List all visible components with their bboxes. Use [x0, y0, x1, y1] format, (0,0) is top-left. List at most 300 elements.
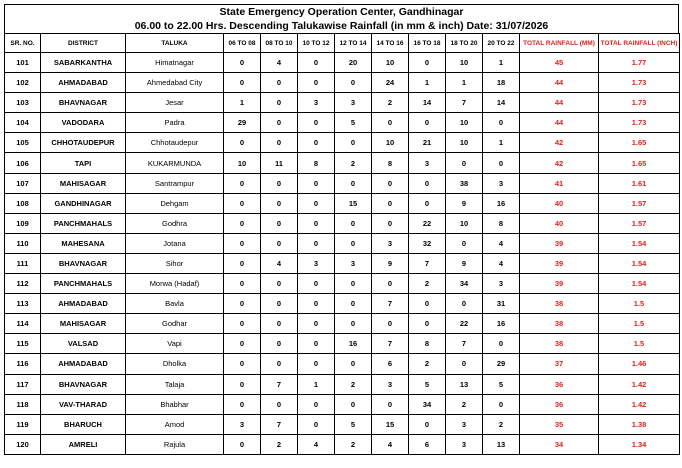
table-row: [5, 434, 680, 454]
cell-taluka: Jotana: [126, 233, 224, 253]
cell-taluka: Sihor: [126, 253, 224, 273]
table-row: [5, 173, 680, 193]
cell-total-mm: 44: [520, 113, 599, 133]
cell-16-18: 8: [409, 334, 446, 354]
cell-10-12: 0: [298, 133, 335, 153]
cell-18-20: 2: [446, 394, 483, 414]
cell-16-18: 34: [409, 394, 446, 414]
cell-10-12: 0: [298, 394, 335, 414]
cell-total-mm: 36: [520, 394, 599, 414]
cell-14-16: 9: [372, 253, 409, 273]
cell-taluka: Godhra: [126, 213, 224, 233]
cell-12-14: 15: [335, 193, 372, 213]
cell-16-18: 0: [409, 113, 446, 133]
cell-12-14: 0: [335, 294, 372, 314]
cell-14-16: 15: [372, 414, 409, 434]
table-body: [5, 53, 680, 455]
cell-18-20: 3: [446, 434, 483, 454]
cell-18-20: 0: [446, 153, 483, 173]
cell-06-08: 0: [224, 294, 261, 314]
cell-total-inch: 1.73: [599, 73, 680, 93]
cell-06-08: 0: [224, 213, 261, 233]
rainfall-report: [4, 4, 679, 455]
table-row: [5, 354, 680, 374]
cell-12-14: 0: [335, 133, 372, 153]
cell-total-inch: 1.57: [599, 193, 680, 213]
cell-total-mm: 45: [520, 53, 599, 73]
cell-20-22: 14: [483, 93, 520, 113]
cell-sr-no: 111: [5, 253, 41, 273]
cell-18-20: 22: [446, 314, 483, 334]
cell-total-inch: 1.57: [599, 213, 680, 233]
cell-16-18: 6: [409, 434, 446, 454]
cell-12-14: 3: [335, 93, 372, 113]
cell-16-18: 2: [409, 274, 446, 294]
table-row: [5, 93, 680, 113]
cell-total-mm: 39: [520, 253, 599, 273]
header-total-inch: TOTAL RAINFALL (INCH): [599, 34, 680, 53]
cell-06-08: 10: [224, 153, 261, 173]
cell-14-16: 0: [372, 193, 409, 213]
cell-06-08: 0: [224, 434, 261, 454]
cell-district: SABARKANTHA: [41, 53, 126, 73]
cell-08-10: 0: [261, 113, 298, 133]
cell-district: BHAVNAGAR: [41, 93, 126, 113]
cell-08-10: 0: [261, 73, 298, 93]
cell-10-12: 0: [298, 53, 335, 73]
cell-16-18: 22: [409, 213, 446, 233]
cell-10-12: 0: [298, 334, 335, 354]
cell-10-12: 4: [298, 434, 335, 454]
cell-taluka: Padra: [126, 113, 224, 133]
cell-16-18: 3: [409, 153, 446, 173]
cell-12-14: 0: [335, 314, 372, 334]
cell-20-22: 0: [483, 153, 520, 173]
cell-total-mm: 39: [520, 233, 599, 253]
cell-10-12: 0: [298, 414, 335, 434]
header-district: DISTRICT: [41, 34, 126, 53]
cell-taluka: Santrampur: [126, 173, 224, 193]
cell-district: VALSAD: [41, 334, 126, 354]
cell-06-08: 29: [224, 113, 261, 133]
table-row: [5, 73, 680, 93]
cell-total-mm: 42: [520, 153, 599, 173]
cell-08-10: 0: [261, 394, 298, 414]
cell-08-10: 11: [261, 153, 298, 173]
cell-sr-no: 115: [5, 334, 41, 354]
cell-district: GANDHINAGAR: [41, 193, 126, 213]
cell-12-14: 2: [335, 434, 372, 454]
cell-total-mm: 42: [520, 133, 599, 153]
cell-district: CHHOTAUDEPUR: [41, 133, 126, 153]
cell-total-inch: 1.5: [599, 294, 680, 314]
cell-18-20: 10: [446, 53, 483, 73]
cell-06-08: 0: [224, 173, 261, 193]
cell-20-22: 1: [483, 133, 520, 153]
cell-20-22: 4: [483, 253, 520, 273]
cell-12-14: 3: [335, 253, 372, 273]
cell-08-10: 0: [261, 314, 298, 334]
header-14-16: 14 TO 16: [372, 34, 409, 53]
cell-sr-no: 101: [5, 53, 41, 73]
cell-20-22: 0: [483, 394, 520, 414]
cell-10-12: 0: [298, 213, 335, 233]
cell-district: MAHISAGAR: [41, 314, 126, 334]
cell-total-inch: 1.77: [599, 53, 680, 73]
header-sr-no: SR. NO.: [5, 34, 41, 53]
cell-20-22: 18: [483, 73, 520, 93]
cell-10-12: 0: [298, 314, 335, 334]
cell-14-16: 7: [372, 334, 409, 354]
cell-06-08: 1: [224, 93, 261, 113]
table-row: [5, 414, 680, 434]
cell-total-mm: 38: [520, 294, 599, 314]
table-header-row: [5, 34, 680, 53]
cell-district: AHMADABAD: [41, 294, 126, 314]
cell-14-16: 10: [372, 133, 409, 153]
cell-18-20: 34: [446, 274, 483, 294]
cell-taluka: Amod: [126, 414, 224, 434]
cell-14-16: 0: [372, 274, 409, 294]
cell-district: AHMADABAD: [41, 354, 126, 374]
cell-sr-no: 105: [5, 133, 41, 153]
cell-total-inch: 1.42: [599, 374, 680, 394]
cell-taluka: Dehgam: [126, 193, 224, 213]
cell-16-18: 2: [409, 354, 446, 374]
cell-14-16: 4: [372, 434, 409, 454]
cell-10-12: 3: [298, 253, 335, 273]
cell-14-16: 10: [372, 53, 409, 73]
cell-total-inch: 1.54: [599, 233, 680, 253]
cell-14-16: 8: [372, 153, 409, 173]
cell-08-10: 0: [261, 133, 298, 153]
cell-20-22: 1: [483, 53, 520, 73]
cell-sr-no: 108: [5, 193, 41, 213]
table-row: [5, 53, 680, 73]
cell-taluka: Talaja: [126, 374, 224, 394]
cell-taluka: Vapi: [126, 334, 224, 354]
table-row: [5, 153, 680, 173]
cell-sr-no: 107: [5, 173, 41, 193]
cell-18-20: 9: [446, 193, 483, 213]
cell-20-22: 13: [483, 434, 520, 454]
cell-10-12: 0: [298, 193, 335, 213]
cell-total-inch: 1.61: [599, 173, 680, 193]
cell-total-inch: 1.54: [599, 253, 680, 273]
cell-08-10: 7: [261, 374, 298, 394]
cell-10-12: 0: [298, 233, 335, 253]
cell-16-18: 5: [409, 374, 446, 394]
cell-total-inch: 1.5: [599, 334, 680, 354]
cell-16-18: 0: [409, 53, 446, 73]
table-row: [5, 233, 680, 253]
cell-14-16: 2: [372, 93, 409, 113]
cell-12-14: 0: [335, 394, 372, 414]
cell-12-14: 16: [335, 334, 372, 354]
cell-total-mm: 37: [520, 354, 599, 374]
cell-10-12: 0: [298, 113, 335, 133]
cell-20-22: 2: [483, 414, 520, 434]
cell-18-20: 10: [446, 113, 483, 133]
cell-20-22: 29: [483, 354, 520, 374]
cell-total-mm: 36: [520, 374, 599, 394]
table-row: [5, 274, 680, 294]
cell-sr-no: 110: [5, 233, 41, 253]
cell-sr-no: 104: [5, 113, 41, 133]
cell-08-10: 0: [261, 354, 298, 374]
cell-total-inch: 1.34: [599, 434, 680, 454]
cell-sr-no: 102: [5, 73, 41, 93]
cell-08-10: 0: [261, 274, 298, 294]
cell-06-08: 3: [224, 414, 261, 434]
cell-06-08: 0: [224, 253, 261, 273]
cell-20-22: 16: [483, 314, 520, 334]
cell-sr-no: 109: [5, 213, 41, 233]
cell-08-10: 0: [261, 294, 298, 314]
table-row: [5, 314, 680, 334]
cell-taluka: KUKARMUNDA: [126, 153, 224, 173]
cell-06-08: 0: [224, 73, 261, 93]
cell-sr-no: 114: [5, 314, 41, 334]
cell-18-20: 0: [446, 354, 483, 374]
cell-06-08: 0: [224, 334, 261, 354]
cell-14-16: 3: [372, 233, 409, 253]
cell-14-16: 24: [372, 73, 409, 93]
header-total-mm: TOTAL RAINFALL (MM): [520, 34, 599, 53]
cell-18-20: 7: [446, 334, 483, 354]
cell-20-22: 16: [483, 193, 520, 213]
cell-08-10: 0: [261, 213, 298, 233]
cell-sr-no: 113: [5, 294, 41, 314]
cell-20-22: 0: [483, 334, 520, 354]
cell-18-20: 1: [446, 73, 483, 93]
cell-08-10: 0: [261, 233, 298, 253]
cell-district: AHMADABAD: [41, 73, 126, 93]
cell-16-18: 32: [409, 233, 446, 253]
cell-district: VAV-THARAD: [41, 394, 126, 414]
cell-20-22: 0: [483, 113, 520, 133]
cell-total-inch: 1.54: [599, 274, 680, 294]
cell-district: AMRELI: [41, 434, 126, 454]
cell-taluka: Dholka: [126, 354, 224, 374]
cell-18-20: 0: [446, 233, 483, 253]
cell-taluka: Rajula: [126, 434, 224, 454]
cell-06-08: 0: [224, 274, 261, 294]
cell-08-10: 4: [261, 253, 298, 273]
cell-12-14: 0: [335, 354, 372, 374]
cell-sr-no: 119: [5, 414, 41, 434]
cell-total-inch: 1.65: [599, 153, 680, 173]
cell-total-mm: 41: [520, 173, 599, 193]
cell-10-12: 0: [298, 354, 335, 374]
cell-10-12: 3: [298, 93, 335, 113]
cell-14-16: 6: [372, 354, 409, 374]
cell-08-10: 0: [261, 193, 298, 213]
cell-12-14: 0: [335, 213, 372, 233]
cell-06-08: 0: [224, 394, 261, 414]
cell-taluka: Jesar: [126, 93, 224, 113]
cell-16-18: 0: [409, 414, 446, 434]
cell-taluka: Chhotaudepur: [126, 133, 224, 153]
cell-10-12: 0: [298, 274, 335, 294]
cell-10-12: 8: [298, 153, 335, 173]
cell-total-inch: 1.42: [599, 394, 680, 414]
cell-20-22: 3: [483, 173, 520, 193]
cell-total-mm: 40: [520, 193, 599, 213]
cell-12-14: 0: [335, 233, 372, 253]
cell-06-08: 0: [224, 314, 261, 334]
report-subtitle: 06.00 to 22.00 Hrs. Descending Talukawise Rainfall (in mm & inch) Date: 31/07/2026: [134, 20, 549, 32]
cell-taluka: Ahmedabad City: [126, 73, 224, 93]
cell-taluka: Himatnagar: [126, 53, 224, 73]
cell-18-20: 9: [446, 253, 483, 273]
cell-total-inch: 1.65: [599, 133, 680, 153]
cell-16-18: 0: [409, 173, 446, 193]
cell-district: MAHESANA: [41, 233, 126, 253]
cell-sr-no: 116: [5, 354, 41, 374]
cell-total-inch: 1.46: [599, 354, 680, 374]
cell-14-16: 0: [372, 173, 409, 193]
cell-district: BHAVNAGAR: [41, 253, 126, 273]
cell-12-14: 2: [335, 374, 372, 394]
header-16-18: 16 TO 18: [409, 34, 446, 53]
cell-total-inch: 1.38: [599, 414, 680, 434]
cell-district: PANCHMAHALS: [41, 213, 126, 233]
cell-06-08: 0: [224, 193, 261, 213]
cell-total-mm: 39: [520, 274, 599, 294]
cell-16-18: 0: [409, 314, 446, 334]
table-row: [5, 193, 680, 213]
table-row: [5, 294, 680, 314]
cell-14-16: 0: [372, 213, 409, 233]
cell-sr-no: 120: [5, 434, 41, 454]
cell-taluka: Godhar: [126, 314, 224, 334]
cell-06-08: 0: [224, 374, 261, 394]
header-08-10: 08 TO 10: [261, 34, 298, 53]
cell-sr-no: 118: [5, 394, 41, 414]
cell-12-14: 5: [335, 414, 372, 434]
cell-taluka: Morwa (Hadaf): [126, 274, 224, 294]
cell-taluka: Bavla: [126, 294, 224, 314]
cell-12-14: 0: [335, 173, 372, 193]
cell-total-mm: 44: [520, 73, 599, 93]
cell-district: MAHISAGAR: [41, 173, 126, 193]
cell-18-20: 3: [446, 414, 483, 434]
cell-18-20: 10: [446, 133, 483, 153]
cell-08-10: 7: [261, 414, 298, 434]
cell-10-12: 0: [298, 73, 335, 93]
cell-18-20: 10: [446, 213, 483, 233]
cell-20-22: 3: [483, 274, 520, 294]
report-header: [4, 4, 679, 33]
cell-08-10: 4: [261, 53, 298, 73]
report-title: State Emergency Operation Center, Gandhinagar: [219, 6, 464, 18]
cell-06-08: 0: [224, 354, 261, 374]
cell-district: BHARUCH: [41, 414, 126, 434]
cell-sr-no: 103: [5, 93, 41, 113]
table-row: [5, 394, 680, 414]
table-row: [5, 133, 680, 153]
cell-18-20: 0: [446, 294, 483, 314]
cell-14-16: 7: [372, 294, 409, 314]
cell-06-08: 0: [224, 133, 261, 153]
cell-20-22: 4: [483, 233, 520, 253]
cell-08-10: 0: [261, 173, 298, 193]
cell-12-14: 5: [335, 113, 372, 133]
cell-sr-no: 106: [5, 153, 41, 173]
cell-12-14: 20: [335, 53, 372, 73]
cell-total-mm: 38: [520, 314, 599, 334]
table-row: [5, 334, 680, 354]
cell-20-22: 8: [483, 213, 520, 233]
cell-14-16: 0: [372, 113, 409, 133]
cell-sr-no: 117: [5, 374, 41, 394]
cell-taluka: Bhabhar: [126, 394, 224, 414]
cell-district: BHAVNAGAR: [41, 374, 126, 394]
table-row: [5, 374, 680, 394]
rainfall-table: [4, 33, 680, 455]
cell-10-12: 0: [298, 294, 335, 314]
header-10-12: 10 TO 12: [298, 34, 335, 53]
header-18-20: 18 TO 20: [446, 34, 483, 53]
cell-12-14: 0: [335, 274, 372, 294]
cell-08-10: 0: [261, 93, 298, 113]
cell-total-inch: 1.73: [599, 113, 680, 133]
cell-16-18: 14: [409, 93, 446, 113]
cell-district: VADODARA: [41, 113, 126, 133]
cell-total-mm: 38: [520, 334, 599, 354]
cell-08-10: 2: [261, 434, 298, 454]
header-20-22: 20 TO 22: [483, 34, 520, 53]
cell-total-mm: 35: [520, 414, 599, 434]
cell-16-18: 0: [409, 294, 446, 314]
cell-18-20: 7: [446, 93, 483, 113]
cell-14-16: 0: [372, 314, 409, 334]
header-12-14: 12 TO 14: [335, 34, 372, 53]
cell-18-20: 13: [446, 374, 483, 394]
cell-14-16: 0: [372, 394, 409, 414]
cell-08-10: 0: [261, 334, 298, 354]
cell-district: TAPI: [41, 153, 126, 173]
cell-14-16: 3: [372, 374, 409, 394]
cell-16-18: 21: [409, 133, 446, 153]
cell-total-mm: 34: [520, 434, 599, 454]
table-row: [5, 113, 680, 133]
cell-sr-no: 112: [5, 274, 41, 294]
cell-06-08: 0: [224, 233, 261, 253]
cell-16-18: 7: [409, 253, 446, 273]
cell-12-14: 0: [335, 73, 372, 93]
cell-10-12: 1: [298, 374, 335, 394]
cell-12-14: 2: [335, 153, 372, 173]
cell-total-inch: 1.73: [599, 93, 680, 113]
cell-10-12: 0: [298, 173, 335, 193]
header-taluka: TALUKA: [126, 34, 224, 53]
cell-16-18: 0: [409, 193, 446, 213]
cell-district: PANCHMAHALS: [41, 274, 126, 294]
table-row: [5, 253, 680, 273]
cell-total-mm: 44: [520, 93, 599, 113]
cell-16-18: 1: [409, 73, 446, 93]
table-row: [5, 213, 680, 233]
cell-06-08: 0: [224, 53, 261, 73]
header-06-08: 06 TO 08: [224, 34, 261, 53]
cell-20-22: 31: [483, 294, 520, 314]
cell-18-20: 38: [446, 173, 483, 193]
cell-total-inch: 1.5: [599, 314, 680, 334]
cell-total-mm: 40: [520, 213, 599, 233]
cell-20-22: 5: [483, 374, 520, 394]
